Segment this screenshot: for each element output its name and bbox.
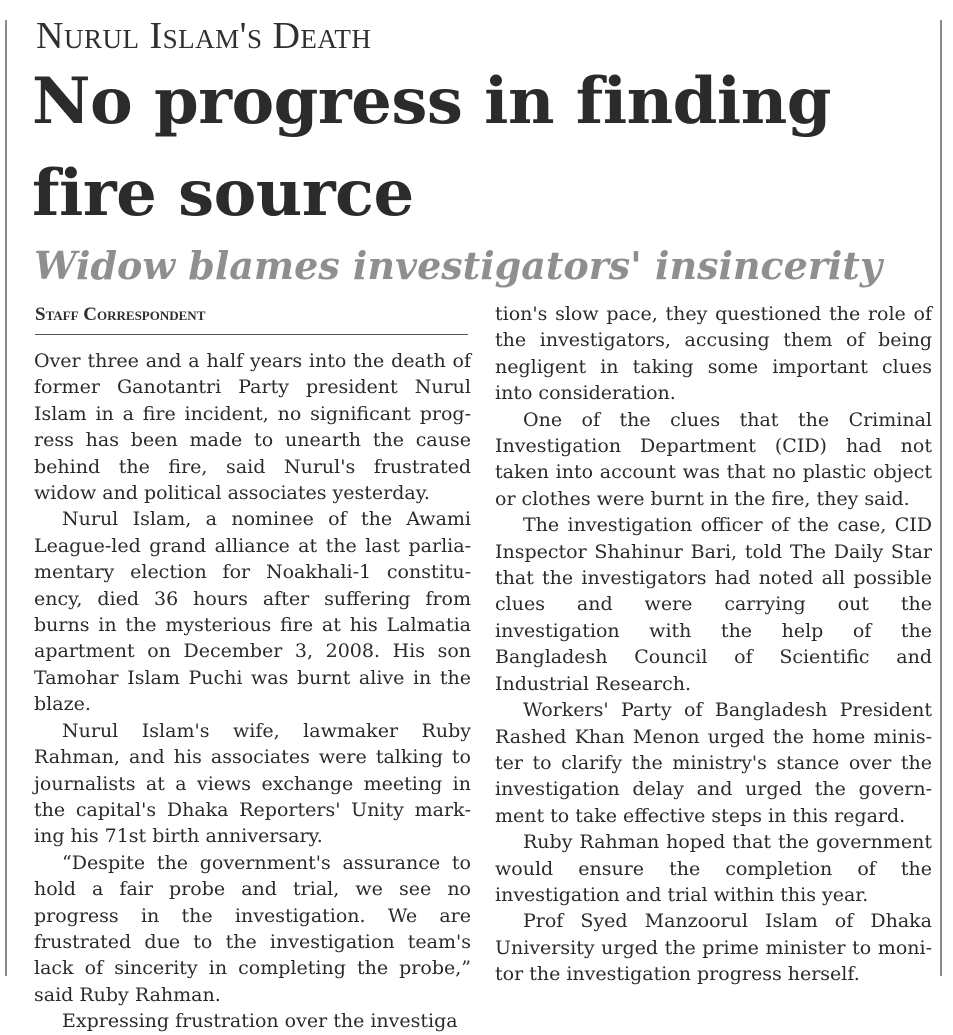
article-headline: No progress in finding fire source <box>32 64 831 231</box>
article-column-2 <box>495 301 932 988</box>
byline-divider <box>35 334 468 335</box>
right-column-rule <box>940 20 942 976</box>
body-paragraph: Over three and a half years into the death of former Ganotantri Party president Nurul Islam in a fire incident, no significant progress has been made to unearth the cause behind the fire, said Nurul's frustrated widow and political associates yesterday. <box>34 350 471 505</box>
body-paragraph: One of the clues that the Criminal Investigation Department (CID) had not taken into account was that no plastic object or clothes were burnt in the fire, they said. <box>495 408 932 510</box>
body-paragraph: “Despite the government's assurance to hold a fair probe and trial, we see no progress in the investigation. We are frustrated due to the investigation team's lack of sincerity in completing the probe,” said Ruby Rahman. <box>34 851 471 1006</box>
body-paragraph: The investigation officer of the case, CID Inspector Shahinur Bari, told The Daily Star that the investigators had noted all possible clues and were carrying out the investigation with the help of the Bangladesh Council of Scientific and Industrial Research. <box>495 514 932 695</box>
article-byline: Staff Correspondent <box>35 304 206 325</box>
body-paragraph: Ruby Rahman hoped that the government would ensure the completion of the investigation and trial within this year. <box>495 831 932 906</box>
body-paragraph: Prof Syed Manzoorul Islam of Dhaka University urged the prime minister to monitor the investigation progress herself. <box>495 910 932 986</box>
body-paragraph: Expressing frustration over the investiga <box>62 1010 458 1033</box>
body-paragraph: Nurul Islam, a nominee of the Awami League-led grand alliance at the last parliamentary election for Noakhali-1 constituency, died 36 hours after suffering from burns in the mysterious fire at his Lalmatia apartment on December 3, 2008. His son Tamohar Islam Puchi was burnt alive in the blaze. <box>34 508 471 716</box>
body-paragraph: tion's slow pace, they questioned the role of the investigators, accusing them of being negligent in taking some important clues into consideration. <box>495 303 932 405</box>
article-subheadline: Widow blames investigators' insincerity <box>34 243 882 288</box>
left-column-rule <box>5 20 7 976</box>
article-column-1 <box>34 348 471 1035</box>
article-kicker: Nurul Islam's Death <box>36 15 372 57</box>
body-paragraph: Nurul Islam's wife, lawmaker Ruby Rahman, and his associates were talking to journalists at a views exchange meeting in the capital's Dhaka Reporters' Unity marking his 71st birth anniversary. <box>34 719 471 848</box>
body-paragraph: Workers' Party of Bangladesh President Rashed Khan Menon urged the home minister to clarify the ministry's stance over the investigation delay and urged the government to take effective steps in this regard. <box>495 699 932 827</box>
